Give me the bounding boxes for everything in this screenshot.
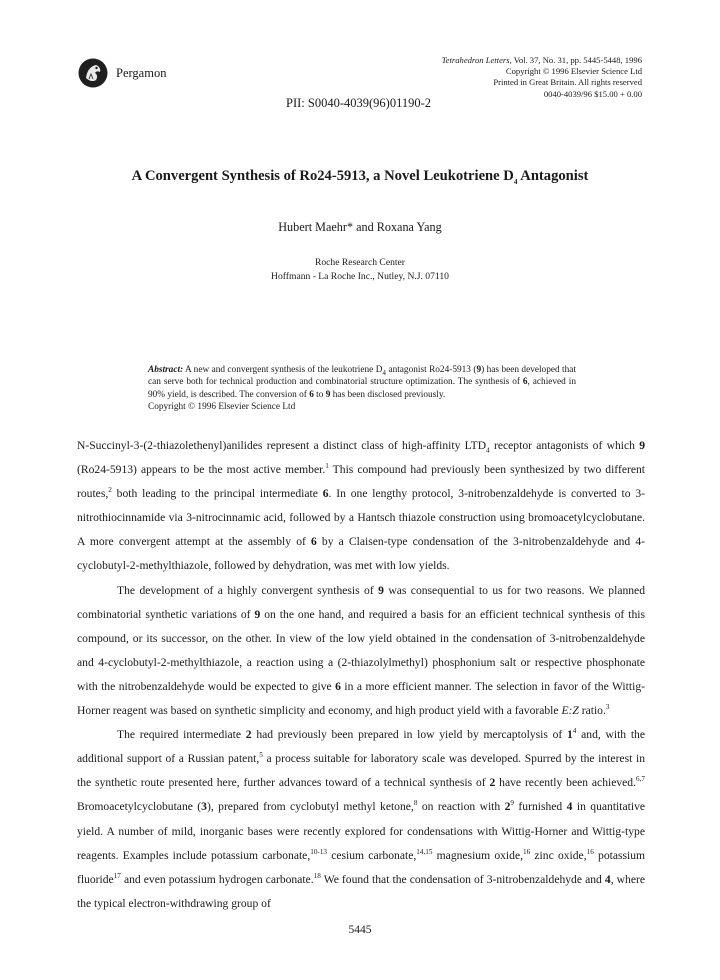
- paragraph-3: The required intermediate 2 had previously been prepared in low yield by mercaptolysis of $1^4$ and, with the additional support of a Russian patent,$^5$ a process suitable for laboratory scale was developed. Spurred by the interest in the synthetic route presented here, further advances toward of a technical synthesis of 2 have recently been achieved.$^{6,7}$ Bromoacetylcyclobutane (3), prepared from cyclobutyl methyl ketone,$^8$ on reaction with $2^9$ furnished 4 in quantitative yield. A number of mild, inorganic bases were recently explored for condensations with Wittig-Horner and Wittig-type reagents. Examples include potassium carbonate,$^{10-13}$ cesium carbonate,$^{14,15}$ magnesium oxide,$^{16}$ zinc oxide,$^{16}$ potassium fluoride$^{17}$ and even potassium hydrogen carbonate.$^{18}$ We found that the condensation of 3-nitrobenzaldehyde and 4, where the typical electron-withdrawing group of: [77, 727, 646, 910]
- pii-identifier: PII: S0040-4039(96)01190-2: [286, 96, 432, 110]
- article-title: A Convergent Synthesis of Ro24-5913, a Novel Leukotriene $D_4$ Antagonist: [131, 168, 589, 186]
- affiliation-center: Roche Research Center: [314, 257, 406, 268]
- affiliation: [0, 256, 720, 284]
- abstract-copyright: Copyright © 1996 Elsevier Science Ltd: [148, 402, 296, 413]
- journal-issn: 0040-4039/96 $15.00 + 0.00: [543, 88, 642, 99]
- paragraph-2: The development of a highly convergent synthesis of 9 was consequential to us for two reasons. We planned combinatorial synthetic variations of 9 on the one hand, and required a basis for an efficient technical synthesis of this compound, or its successor, on the other. In view of the low yield obtained in the condensation of 3-nitrobenzaldehyde and 4-cyclobutyl-2-methylthiazole, a reaction using a (2-thiazolylmethyl) phosphonium salt or respective phosphonate with the nitrobenzaldehyde would be expected to give 6 in a more efficient manner. The selection in favor of the Wittig-Horner reagent was based on synthetic simplicity and economy, and high product yield with a favorable E:Z ratio.$^3$: [77, 583, 646, 718]
- affiliation-address: Hoffmann - La Roche Inc., Nutley, N.J. 07110: [271, 271, 449, 282]
- journal-printed: Printed in Great Britain. All rights reserved: [493, 77, 642, 88]
- pergamon-logo-icon: [78, 58, 108, 88]
- journal-name: Tetrahedron Letters: [441, 55, 510, 65]
- journal-citation: [362, 55, 642, 66]
- publisher-name: Pergamon: [116, 66, 167, 80]
- page-number: 5445: [348, 924, 372, 936]
- journal-reference: , Vol. 37, No. 31, pp. 5445-5448, 1996: [509, 55, 642, 65]
- abstract-text: Abstract: A new and convergent synthesis of the leukotriene $D_4$ antagonist Ro24-5913 (9) has been developed that can serve both for technical production and combinatorial structure optimization. The synthesis of 6, achieved in 90% yield, is described. The conversion of 6 to 9 has been disclosed previously.: [148, 365, 576, 400]
- journal-info: [362, 55, 642, 100]
- abstract-label: Abstract:: [148, 365, 184, 375]
- authors: Hubert Maehr* and Roxana Yang: [278, 220, 442, 234]
- journal-copyright: Copyright © 1996 Elsevier Science Ltd: [505, 66, 642, 77]
- paragraph-1: N-Succinyl-3-(2-thiazolethenyl)anilides represent a distinct class of high-affinity $LTD_4$ receptor antagonists of which 9 (Ro24-5913) appears to be the most active member.$^1$ This compound had previously been synthesized by two different routes,$^2$ both leading to the principal intermediate 6. In one lengthy protocol, 3-nitrobenzaldehyde is converted to 3-nitrothiocinnamide via 3-nitrocinnamic acid, followed by a Hantsch thiazole construction using bromoacetylcyclobutane. A more convergent attempt at the assembly of 6 by a Claisen-type condensation of the 3-nitrobenzaldehyde and 4-cyclobutyl-2-methylthiazole, followed by dehydration, was met with low yields.: [77, 439, 645, 573]
- body-text: [77, 434, 645, 916]
- abstract: [148, 364, 576, 414]
